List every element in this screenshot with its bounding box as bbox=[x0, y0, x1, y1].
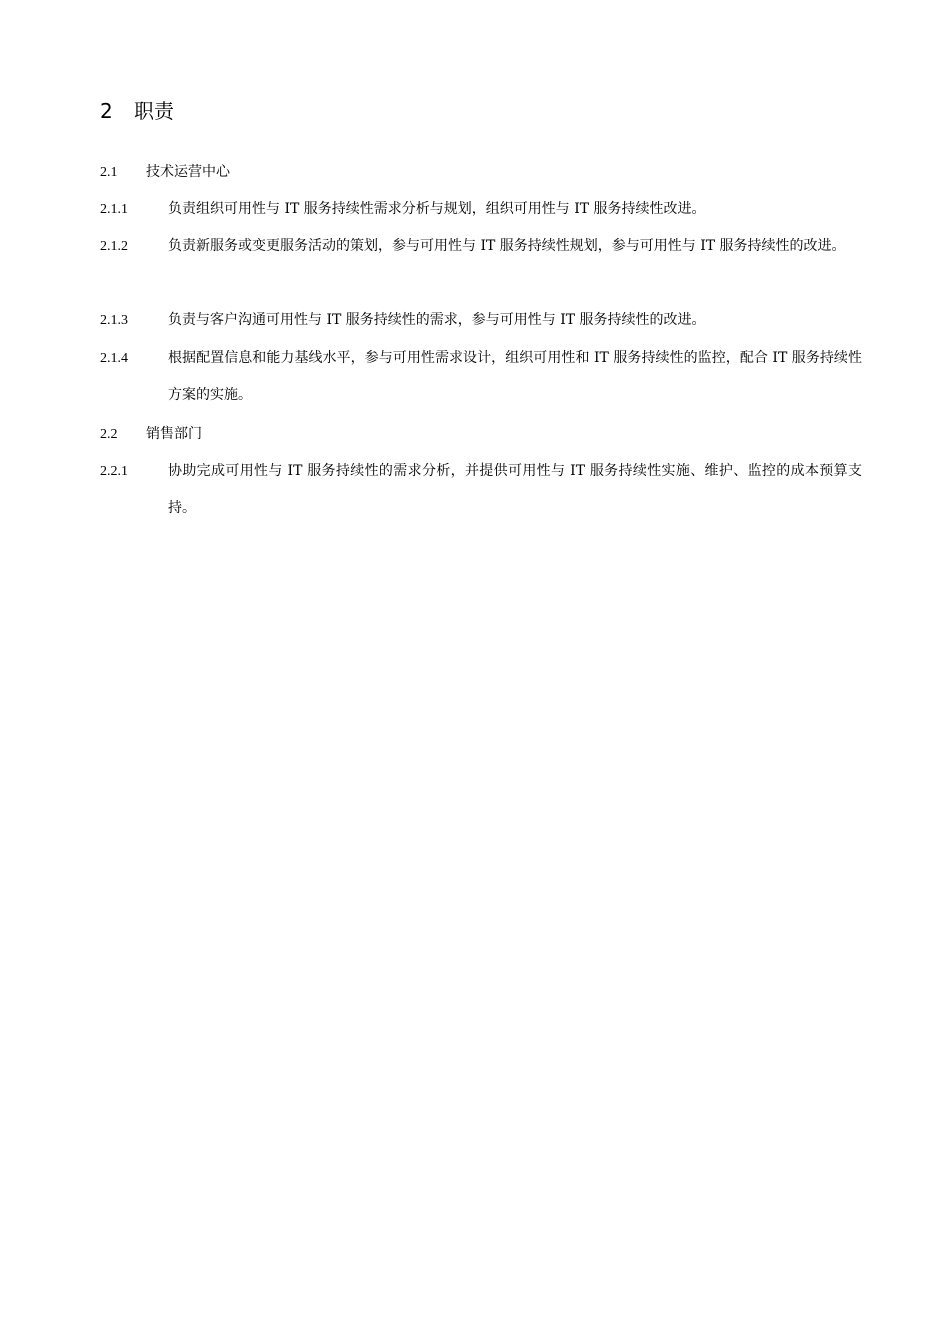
section-title: 技术运营中心 bbox=[146, 164, 230, 180]
clause-text: 负责与客户沟通可用性与 IT 服务持续性的需求，参与可用性与 IT 服务持续性的改进。 bbox=[168, 312, 706, 328]
section-title: 销售部门 bbox=[146, 426, 202, 442]
clause-2-2-1 bbox=[100, 453, 862, 527]
clause-number: 2.2.1 bbox=[100, 464, 128, 479]
clause-text: 协助完成可用性与 IT 服务持续性的需求分析，并提供可用性与 IT 服务持续性实施、维护、监控的成本预算支持。 bbox=[168, 463, 862, 516]
section-number: 2.2 bbox=[100, 427, 118, 442]
clause-text: 根据配置信息和能力基线水平，参与可用性需求设计，组织可用性和 IT 服务持续性的监控，配合 IT 服务持续性方案的实施。 bbox=[168, 350, 862, 403]
clause-number: 2.1.1 bbox=[100, 202, 128, 217]
chapter-number: 2 bbox=[100, 99, 113, 123]
clause-number: 2.1.4 bbox=[100, 351, 128, 366]
clause-number: 2.1.3 bbox=[100, 313, 128, 328]
section-heading-2-2 bbox=[100, 421, 202, 448]
clause-number: 2.1.2 bbox=[100, 239, 128, 254]
section-number: 2.1 bbox=[100, 165, 118, 180]
chapter-heading bbox=[100, 96, 174, 126]
clause-2-1-2 bbox=[100, 228, 862, 265]
clause-text: 负责组织可用性与 IT 服务持续性需求分析与规划，组织可用性与 IT 服务持续性改进。 bbox=[168, 201, 706, 217]
clause-2-1-1 bbox=[100, 191, 862, 228]
clause-2-1-4 bbox=[100, 340, 862, 414]
clause-2-1-3 bbox=[100, 302, 862, 339]
clause-text: 负责新服务或变更服务活动的策划，参与可用性与 IT 服务持续性规划，参与可用性与 IT 服务持续性的改进。 bbox=[168, 238, 846, 254]
chapter-title: 职责 bbox=[134, 99, 174, 123]
section-heading-2-1 bbox=[100, 159, 230, 186]
